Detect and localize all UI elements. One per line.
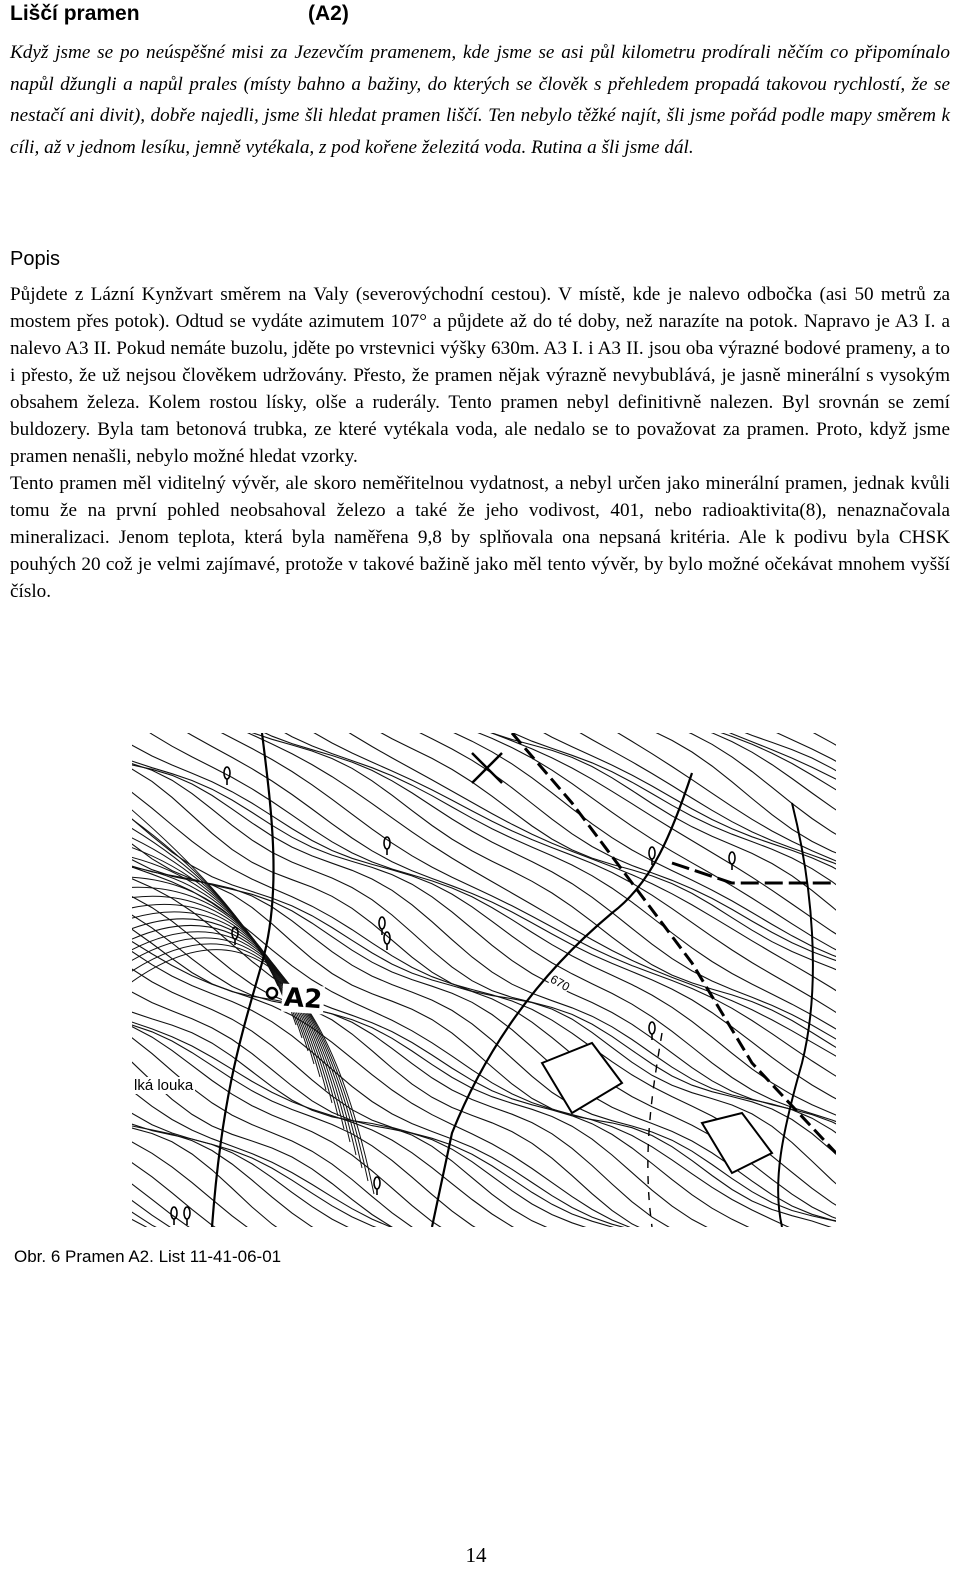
page-header [10,2,349,26]
map-label-meadow: lká louka [134,1077,194,1094]
description-section [10,281,950,605]
intro-paragraph: Když jsme se po neúspěšné misi za Jezevčím pramenem, kde jsme se asi půl kilometru prodírali něčím co připomínalo napůl džungli a napůl prales (místy bahno a bažiny, do kterých se člověk s přehledem propadá takovou rychlostí, že se nestačí ani divit), dobře najedli, jsme šli hledat pramen liščí. Ten nebylo těžké najít, šli jsme pořád podle mapy směrem k cíli, až v jednom lesíku, jemně vytékala, z pod kořene železitá voda. Rutina a šli jsme dál. [10,42,950,158]
deciduous-tree-icon [171,1207,177,1219]
stream-line [432,773,692,1227]
deciduous-tree-icon [649,847,655,859]
contour-line [132,733,836,876]
spring-code: (A2) [308,2,349,25]
contour-line [132,971,836,1227]
spring-marker-icon [267,988,277,998]
contour-line [132,733,836,792]
clearing-shape [702,1113,772,1173]
map-label-contour: 670 [547,971,573,995]
contour-line [132,944,368,1181]
contour-line [132,932,356,1155]
contour-line [132,733,836,854]
contour-line [132,733,836,1060]
topographic-map [132,733,836,1227]
contour-line [132,1195,836,1227]
deciduous-tree-icon [649,1022,655,1034]
contour-line [132,1164,836,1227]
contour-lines-icon [132,733,836,1227]
description-paragraph-1: Půjdete z Lázní Kynžvart směrem na Valy (severovýchodní cestou). V místě, kde je nalevo odbočka (asi 50 metrů za mostem přes potok). Odtud se vydáte azimutem 107° a půjdete až do té doby, než narazíte na potok. Napravo je A3 I. a nalevo A3 II. Pokud nemáte buzolu, jděte po vrstevnici výšky 630m. A3 I. i A3 II. jsou oba výrazné bodové prameny, a to i přesto, že už nejsou člověkem udržovány. Přesto, že pramen nějak výrazně nevybublává, je jasně minerální s vysokým obsahem železa. Kolem rostou lísky, olše a ruderály. Tento pramen nebyl definitivně nalezen. Byl srovnán se zemí buldozery. Byla tam betonová trubka, ze které vytékala voda, ale nedalo se to považovat za pramen. Proto, když jsme pramen nenašli, nebylo možné hledat vzorky. [10,284,950,467]
map-label-spring: A2 [283,982,324,1016]
deciduous-tree-icon [384,837,390,849]
deciduous-tree-icon [379,917,385,929]
contour-line [132,914,836,1227]
deciduous-tree-icon [374,1177,380,1189]
contour-line [132,733,836,767]
contour-line [132,911,836,1227]
page-number: 14 [465,1543,487,1567]
contour-line [132,733,836,867]
description-paragraph-2: Tento pramen měl viditelný vývěr, ale skoro neměřitelnou vydatnost, a nebyl určen jako minerální pramen, jednak kvůli tomu že na první pohled neobsahoval železo a také že jeho vodivost, 401, nebo radioaktivita(8), nenaznačovala mineralizaci. Jenom teplota, která byla naměřena 9,8 by splňovala ona nepsaná kritéria. Ale k podivu byla CHSK pouhých 20 což je velmi zajímavé, protože v takové bažině jako měl tento vývěr, by bylo možné očekávat mnohem vyšší číslo. [10,473,950,602]
deciduous-tree-icon [224,767,230,779]
contour-line [132,829,290,1012]
figure-caption: Obr. 6 Pramen A2. List 11-41-06-01 [14,1247,282,1266]
clearing-shape [542,1043,622,1113]
deciduous-tree-icon [729,852,735,864]
deciduous-tree-icon [184,1207,190,1219]
section-heading-popis: Popis [10,248,61,270]
contour-line [132,733,836,890]
contour-line [132,923,836,1227]
page-title: Liščí pramen [10,2,140,25]
